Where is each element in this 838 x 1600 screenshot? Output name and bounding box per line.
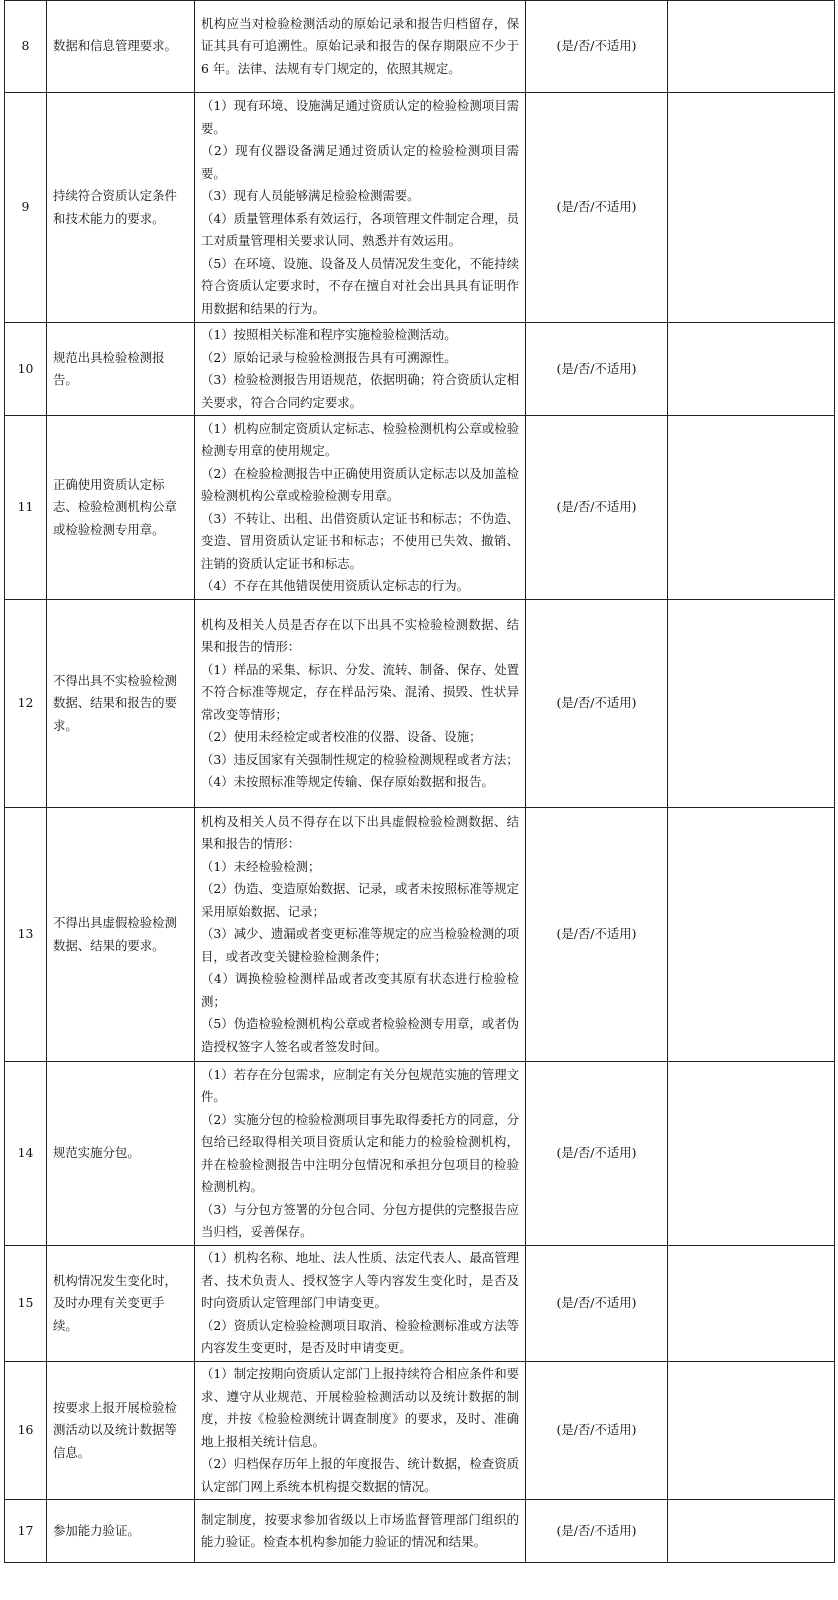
item-number: 8 <box>5 1 47 93</box>
remark-cell <box>668 1 835 93</box>
check-content-paragraph: （1）未经检验检测； <box>201 858 321 874</box>
requirement-cell: 不得出具虚假检验检测数据、结果的要求。 <box>47 808 195 1062</box>
check-content-paragraph: （2）实施分包的检验检测项目事先取得委托方的同意，分包给已经取得相关项目资质认定和能力的检验检测机构，并在检验检测报告中注明分包情况和承担分包项目的检验检测机构。 <box>201 1111 519 1194</box>
check-content-paragraph: （4）未按照标准等规定传输、保存原始数据和报告。 <box>201 774 494 789</box>
table-row <box>5 1062 835 1246</box>
result-cell: (是/否/不适用) <box>526 808 668 1062</box>
table-row <box>5 416 835 600</box>
item-number: 10 <box>5 323 47 416</box>
check-content-paragraph: （2）现有仪器设备满足通过资质认定的检验检测项目需要。 <box>201 143 519 181</box>
check-content-paragraph: （4）质量管理体系有效运行，各项管理文件制定合理，员工对质量管理相关要求认同、熟悉并有效运用。 <box>201 210 519 248</box>
check-content-paragraph: （4）调换检验检测样品或者改变其原有状态进行检验检测； <box>201 971 519 1009</box>
table-body <box>5 1 835 1563</box>
check-content-paragraph: （3）与分包方签署的分包合同、分包方提供的完整报告应当归档，妥善保存。 <box>201 1201 519 1239</box>
item-number: 12 <box>5 600 47 808</box>
result-cell: (是/否/不适用) <box>526 93 668 323</box>
table-row <box>5 1500 835 1563</box>
check-content-cell <box>195 1 526 93</box>
requirement-cell: 数据和信息管理要求。 <box>47 1 195 93</box>
table-row <box>5 93 835 323</box>
item-number: 11 <box>5 416 47 600</box>
inspection-checklist-table <box>4 0 835 1563</box>
check-content-paragraph: （5）在环境、设施、设备及人员情况发生变化，不能持续符合资质认定要求时，不存在擅自对社会出具具有证明作用数据和结果的行为。 <box>201 255 519 316</box>
check-content-paragraph: （3）不转让、出租、出借资质认定证书和标志；不伪造、变造、冒用资质认定证书和标志；不使用已失效、撤销、注销的资质认定证书和标志。 <box>201 510 519 571</box>
item-number: 9 <box>5 93 47 323</box>
remark-cell <box>668 93 835 323</box>
requirement-cell: 正确使用资质认定标志、检验检测机构公章或检验检测专用章。 <box>47 416 195 600</box>
result-cell: (是/否/不适用) <box>526 416 668 600</box>
remark-cell <box>668 323 835 416</box>
check-content-cell <box>195 1362 526 1500</box>
table-row <box>5 808 835 1062</box>
check-content-cell <box>195 600 526 808</box>
check-content-paragraph: （4）不存在其他错误使用资质认定标志的行为。 <box>201 578 470 593</box>
check-content-paragraph: （3）检验检测报告用语规范，依据明确；符合资质认定相关要求，符合合同约定要求。 <box>201 372 519 410</box>
check-content-paragraph: （2）在检验检测报告中正确使用资质认定标志以及加盖检验检测机构公章或检验检测专用章。 <box>201 465 519 503</box>
remark-cell <box>668 1500 835 1563</box>
check-content-paragraph: （2）原始记录与检验检测报告具有可溯源性。 <box>201 349 457 365</box>
result-cell: (是/否/不适用) <box>526 323 668 416</box>
check-content-cell <box>195 1500 526 1563</box>
result-cell: (是/否/不适用) <box>526 1500 668 1563</box>
item-number: 16 <box>5 1362 47 1500</box>
check-content-paragraph: （1）现有环境、设施满足通过资质认定的检验检测项目需要。 <box>201 98 519 136</box>
requirement-cell: 按要求上报开展检验检测活动以及统计数据等信息。 <box>47 1362 195 1500</box>
item-number: 13 <box>5 808 47 1062</box>
remark-cell <box>668 808 835 1062</box>
table-row <box>5 1362 835 1500</box>
check-content-paragraph: 机构应当对检验检测活动的原始记录和报告归档留存，保证其具有可追溯性。原始记录和报告的保存期限应不少于 6 年。法律、法规有专门规定的，依照其规定。 <box>201 15 519 76</box>
check-content-paragraph: 机构及相关人员是否存在以下出具不实检验检测数据、结果和报告的情形： <box>201 616 519 654</box>
item-number: 17 <box>5 1500 47 1563</box>
check-content-paragraph: （5）伪造检验检测机构公章或者检验检测专用章，或者伪造授权签字人签名或者签发时间。 <box>201 1016 519 1054</box>
check-content-paragraph: （2）使用未经检定或者校准的仪器、设备、设施； <box>201 729 482 744</box>
check-content-paragraph: （1）若存在分包需求，应制定有关分包规范实施的管理文件。 <box>201 1066 519 1104</box>
requirement-cell: 机构情况发生变化时，及时办理有关变更手续。 <box>47 1246 195 1362</box>
table-row <box>5 600 835 808</box>
table-row <box>5 1 835 93</box>
requirement-cell: 参加能力验证。 <box>47 1500 195 1563</box>
check-content-paragraph: （2）归档保存历年上报的年度报告、统计数据，检查资质认定部门网上系统本机构提交数据的情况。 <box>201 1456 519 1494</box>
check-content-cell <box>195 323 526 416</box>
item-number: 15 <box>5 1246 47 1362</box>
check-content-paragraph: （2）资质认定检验检测项目取消、检验检测标准或方法等内容发生变更时，是否及时申请变更。 <box>201 1317 519 1356</box>
check-content-paragraph: （1）按照相关标准和程序实施检验检测活动。 <box>201 327 457 342</box>
check-content-cell <box>195 416 526 600</box>
remark-cell <box>668 1362 835 1500</box>
remark-cell <box>668 416 835 600</box>
result-cell: (是/否/不适用) <box>526 600 668 808</box>
remark-cell <box>668 600 835 808</box>
result-cell: (是/否/不适用) <box>526 1362 668 1500</box>
check-content-cell <box>195 1062 526 1246</box>
check-content-paragraph: 机构及相关人员不得存在以下出具虚假检验检测数据、结果和报告的情形： <box>201 813 519 852</box>
check-content-cell <box>195 808 526 1062</box>
check-content-paragraph: （1）机构应制定资质认定标志、检验检测机构公章或检验检测专用章的使用规定。 <box>201 420 519 458</box>
check-content-paragraph: （3）违反国家有关强制性规定的检验检测规程或者方法； <box>201 751 519 767</box>
result-cell: (是/否/不适用) <box>526 1 668 93</box>
check-content-paragraph: 制定制度，按要求参加省级以上市场监督管理部门组织的能力验证。检查本机构参加能力验证的情况和结果。 <box>201 1511 519 1549</box>
requirement-cell: 不得出具不实检验检测数据、结果和报告的要求。 <box>47 600 195 808</box>
table-row <box>5 323 835 416</box>
check-content-paragraph: （1）样品的采集、标识、分发、流转、制备、保存、处置不符合标准等规定，存在样品污染、混淆、损毁、性状异常改变等情形； <box>201 661 519 722</box>
item-number: 14 <box>5 1062 47 1246</box>
remark-cell <box>668 1246 835 1362</box>
requirement-cell: 规范实施分包。 <box>47 1062 195 1246</box>
check-content-cell <box>195 1246 526 1362</box>
check-content-paragraph: （3）减少、遗漏或者变更标准等规定的应当检验检测的项目，或者改变关键检验检测条件； <box>201 926 519 964</box>
check-content-paragraph: （3）现有人员能够满足检验检测需要。 <box>201 188 420 203</box>
check-content-cell <box>195 93 526 323</box>
result-cell: (是/否/不适用) <box>526 1246 668 1362</box>
check-content-paragraph: （1）机构名称、地址、法人性质、法定代表人、最高管理者、技术负责人、授权签字人等内容发生变化时，是否及时向资质认定管理部门申请变更。 <box>201 1250 519 1311</box>
requirement-cell: 持续符合资质认定条件和技术能力的要求。 <box>47 93 195 323</box>
result-cell: (是/否/不适用) <box>526 1062 668 1246</box>
check-content-paragraph: （2）伪造、变造原始数据、记录，或者未按照标准等规定采用原始数据、记录； <box>201 881 519 919</box>
check-content-paragraph: （1）制定按期向资质认定部门上报持续符合相应条件和要求、遵守从业规范、开展检验检测活动以及统计数据的制度，并按《检验检测统计调查制度》的要求，及时、准确地上报相关统计信息。 <box>201 1366 519 1449</box>
requirement-cell: 规范出具检验检测报告。 <box>47 323 195 416</box>
remark-cell <box>668 1062 835 1246</box>
table-row <box>5 1246 835 1362</box>
